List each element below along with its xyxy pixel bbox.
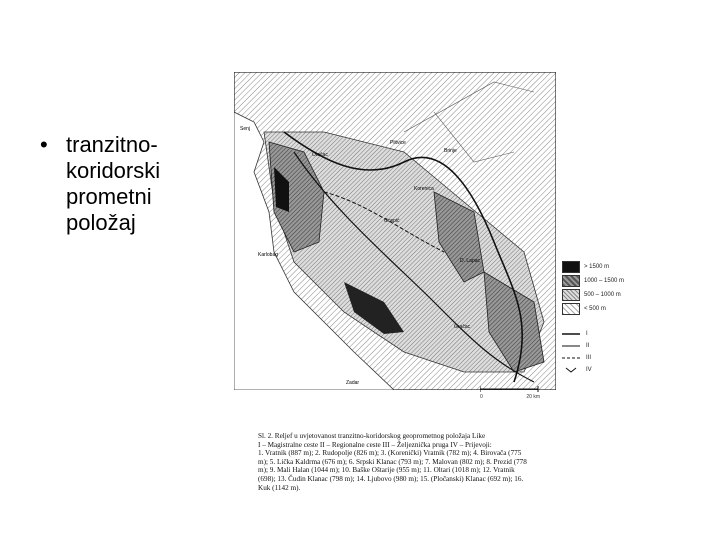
legend-pass-icon xyxy=(562,367,580,373)
legend-swatch xyxy=(562,289,580,301)
bullet-line: prometni xyxy=(66,184,152,209)
map-label-korenica: Korenica xyxy=(414,186,434,192)
legend-road-row xyxy=(562,328,652,340)
relief-map xyxy=(234,72,556,390)
map-legend xyxy=(562,260,652,376)
map-label-gospic: Gospić xyxy=(384,218,400,224)
legend-elevation-row xyxy=(562,274,652,288)
map-label-senj: Senj xyxy=(240,126,251,132)
legend-road-label: III xyxy=(586,355,592,361)
legend-road-line-icon xyxy=(562,331,580,337)
bullet-text xyxy=(66,132,160,236)
caption-line: 1. Vratnik (887 m); 2. Rudopolje (826 m); 3. (Korenički) Vratnik (782 m); 4. Birovača (775 xyxy=(258,449,522,458)
bullet-line: položaj xyxy=(66,210,136,235)
map-scale-bar xyxy=(480,386,540,400)
legend-elevation-row xyxy=(562,288,652,302)
bullet-list xyxy=(40,132,210,236)
map-label-zadar: Zadar xyxy=(346,380,360,386)
legend-road-row xyxy=(562,352,652,364)
map-label-otocac: Otočac xyxy=(312,152,328,158)
bullet-icon: • xyxy=(40,132,48,157)
legend-road-row xyxy=(562,364,652,376)
map-label-donji-lapac: D. Lapac xyxy=(460,258,481,264)
map-label-karlobag: Karlobag xyxy=(258,252,279,258)
scale-max-label: 20 km xyxy=(526,394,540,400)
legend-elevation-label: < 500 m xyxy=(584,306,606,312)
legend-road-label: II xyxy=(586,343,590,349)
legend-swatch xyxy=(562,303,580,315)
caption-line: Sl. 2. Reljef u uvjetovanost tranzitno-koridorskog geoprometnog položaja Like xyxy=(258,432,486,440)
bullet-line: koridorski xyxy=(66,158,161,183)
map-label-plitvice: Plitvice xyxy=(390,140,406,146)
legend-road-label: IV xyxy=(586,367,592,373)
caption-line: m); 9. Mali Halan (1044 m); 10. Baške Oštarije (955 m); 11. Oltari (1018 m); 12. Vratnik xyxy=(258,466,515,475)
caption-line: I – Magistralne ceste II – Regionalne ceste III – Željeznička pruga IV – Prijevoji: xyxy=(258,440,492,449)
bullet-item xyxy=(40,132,210,236)
figure-caption xyxy=(258,432,640,492)
caption-line: (698); 13. Čudin Klanac (798 m); 14. Ljubovo (980 m); 15. (Pločanski) Klanac (692 m); 16. xyxy=(258,474,524,483)
legend-elevation-row xyxy=(562,260,652,274)
legend-road-row xyxy=(562,340,652,352)
caption-line: m); 5. Lička Kaldrma (676 m); 6. Srpski Klanac (793 m); 7. Malovan (802 m); 8. Prezid (778 xyxy=(258,457,527,466)
legend-railway-line-icon xyxy=(562,355,580,361)
legend-road-line-icon xyxy=(562,343,580,349)
legend-swatch xyxy=(562,275,580,287)
bullet-line: tranzitno- xyxy=(66,132,158,157)
legend-elevation-row xyxy=(562,302,652,316)
legend-elevation-label: 500 – 1000 m xyxy=(584,292,621,298)
map-label-gracac: Gračac xyxy=(454,324,471,330)
caption-line: Kuk (1142 m). xyxy=(258,483,301,492)
legend-road-label: I xyxy=(586,331,588,337)
scale-bar-icon xyxy=(480,386,540,392)
legend-elevation-label: 1000 – 1500 m xyxy=(584,278,625,284)
legend-elevation-label: > 1500 m xyxy=(584,264,610,270)
scale-zero-label: 0 xyxy=(480,394,483,400)
legend-swatch xyxy=(562,261,580,273)
map-label-brinje: Brinje xyxy=(444,148,457,154)
